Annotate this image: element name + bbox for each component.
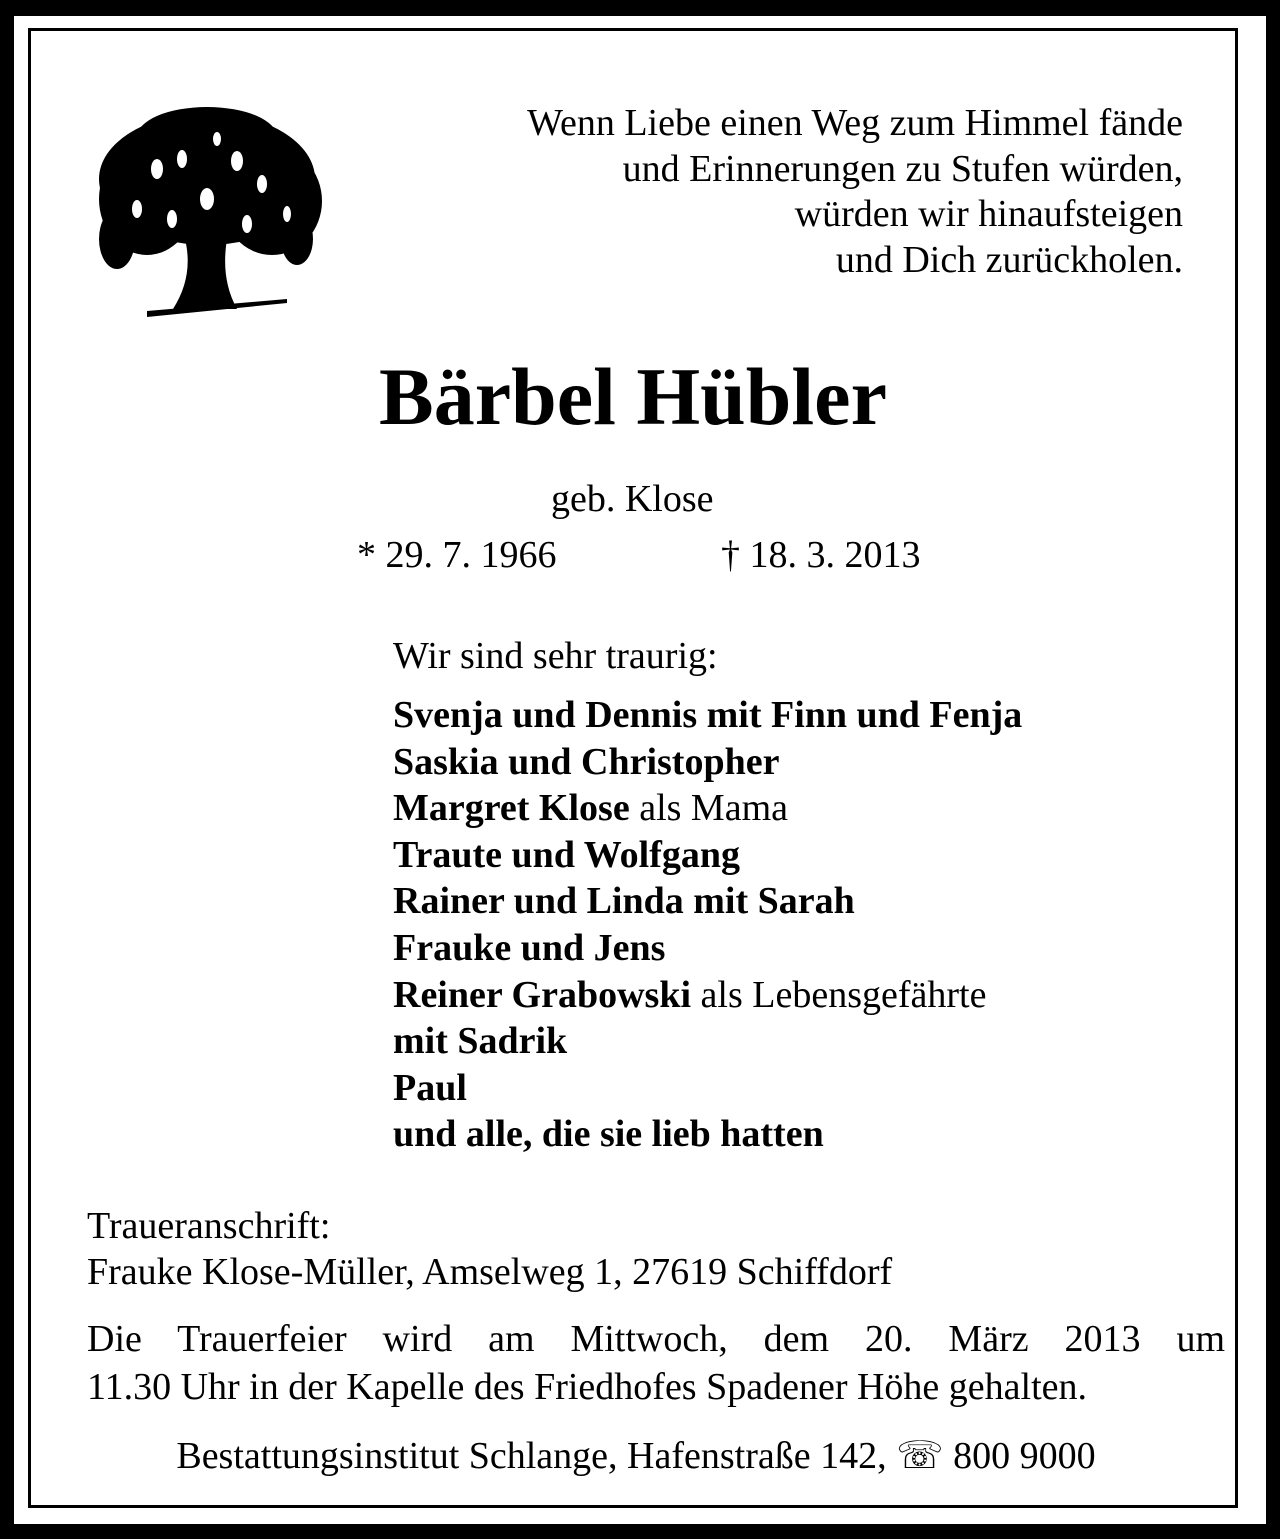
mourner-row bbox=[393, 1018, 1022, 1065]
mourner-row bbox=[393, 692, 1022, 739]
mourner-row bbox=[393, 878, 1022, 925]
funeral-home-phone: 800 9000 bbox=[953, 1435, 1096, 1477]
willow-tree-icon bbox=[87, 89, 327, 325]
notice-frame bbox=[14, 16, 1266, 1524]
mourner-name: und alle, die sie lieb hatten bbox=[393, 1113, 824, 1156]
funeral-home bbox=[31, 1433, 1241, 1479]
address-label: Traueranschrift: bbox=[87, 1205, 331, 1247]
mourner-relation: als Lebensgefährte bbox=[691, 973, 987, 1016]
notice-border bbox=[28, 28, 1238, 1508]
death-date: † 18. 3. 2013 bbox=[721, 534, 921, 576]
mourner-name: Frauke und Jens bbox=[393, 926, 666, 969]
poem-line: und Dich zurückholen. bbox=[835, 238, 1183, 281]
mourner-name: Saskia und Christopher bbox=[393, 740, 780, 783]
mourner-row bbox=[393, 1065, 1022, 1112]
mourner-relation: als Mama bbox=[629, 787, 788, 830]
funeral-home-text: Bestattungsinstitut Schlange, Hafenstraße 142, bbox=[176, 1435, 887, 1477]
mourner-name: Paul bbox=[393, 1066, 467, 1109]
mourner-row bbox=[393, 925, 1022, 972]
mourners-list bbox=[393, 692, 1022, 1158]
birth-date: * 29. 7. 1966 bbox=[357, 534, 557, 576]
service-line: Die Trauerfeier wird am Mittwoch, dem 20. März 2013 um bbox=[87, 1318, 1225, 1360]
mourner-name: Margret Klose bbox=[393, 787, 630, 830]
mourner-name: Svenja und Dennis mit Finn und Fenja bbox=[393, 694, 1023, 736]
mourners-intro: Wir sind sehr traurig: bbox=[393, 635, 718, 677]
service-info bbox=[87, 1315, 1225, 1411]
mourning-address bbox=[87, 1203, 892, 1295]
poem-line: Wenn Liebe einen Weg zum Himmel fände bbox=[527, 102, 1183, 144]
deceased-name: Bärbel Hübler bbox=[379, 351, 887, 442]
mourner-name: Reiner Grabowski bbox=[393, 973, 692, 1016]
mourner-row bbox=[393, 832, 1022, 879]
mourner-name: mit Sadrik bbox=[393, 1020, 568, 1063]
address-value: Frauke Klose-Müller, Amselweg 1, 27619 Schiffdorf bbox=[87, 1251, 893, 1293]
maiden-name: geb. Klose bbox=[551, 478, 714, 520]
mourner-name: Rainer und Linda mit Sarah bbox=[393, 880, 855, 923]
poem bbox=[383, 101, 1183, 283]
poem-line: würden wir hinaufsteigen bbox=[794, 193, 1183, 235]
telephone-icon: ☏ bbox=[896, 1435, 944, 1477]
mourner-row bbox=[393, 785, 1022, 832]
service-line: 11.30 Uhr in der Kapelle des Friedhofes Spadener Höhe gehalten. bbox=[87, 1366, 1088, 1408]
mourner-row bbox=[393, 972, 1022, 1019]
mourner-row bbox=[393, 1111, 1022, 1158]
poem-line: und Erinnerungen zu Stufen würden, bbox=[622, 147, 1183, 190]
mourner-row bbox=[393, 739, 1022, 786]
mourner-name: Traute und Wolfgang bbox=[393, 833, 741, 876]
